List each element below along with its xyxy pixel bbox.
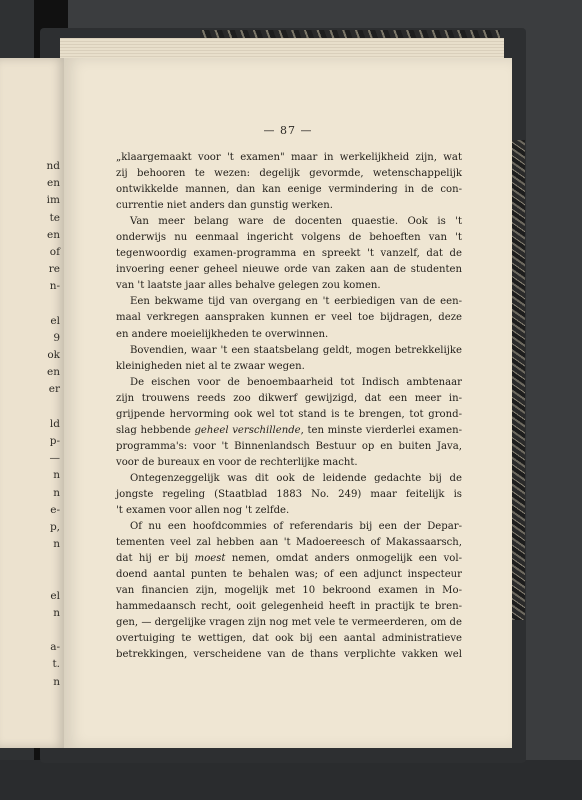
text-line: zij behooren te wezen: degelijk gevormde, wetenschappelijk (116, 168, 462, 180)
left-page-fragment: en (47, 177, 60, 190)
left-page-fragment: n (53, 469, 60, 482)
left-page-fragment: im (46, 194, 60, 207)
left-page-fragment: of (49, 245, 60, 258)
left-page-fragment: en (47, 366, 60, 379)
text-line: onderwijs nu eenmaal ingericht volgens de behoeften van 't (116, 232, 462, 244)
text-line: en andere moeielijkheden te overwinnen. (116, 328, 329, 340)
right-page (64, 58, 512, 748)
left-page-fragment: te (49, 211, 60, 224)
text-line: doend aantal punten te behalen was; of een adjunct inspecteur (116, 569, 462, 581)
text-line: currentie niet anders dan gunstig werken. (116, 200, 333, 212)
left-page-fragment: t. (52, 658, 60, 671)
text-line: tementen veel zal hebben aan 't Madoereesch of Makassaarsch, (116, 537, 462, 549)
left-page-fragment (20, 622, 60, 639)
body-text (116, 150, 462, 664)
left-page-fragment: el (50, 314, 60, 327)
left-page-fragment: er (48, 383, 60, 396)
left-page (0, 58, 66, 748)
text-line: Van meer belang ware de docenten quaestie. Ook is 't (130, 216, 462, 228)
text-line: maal verkregen aanspraken kunnen er veel toe bijdragen, deze (116, 312, 462, 324)
left-page-fragment: ok (47, 349, 60, 362)
left-page-fragment: p, (49, 520, 60, 533)
left-page-text-fragments (20, 158, 60, 691)
left-page-fragment: el (50, 589, 60, 602)
text-line: van financien zijn, mogelijk met 10 bekroond examen in Mo- (116, 585, 462, 597)
page-number: — 87 — (263, 124, 313, 137)
text-line: 't examen voor allen nog 't zelfde. (116, 505, 290, 517)
text-line: grijpende hervorming ook wel tot stand is te brengen, tot grond- (116, 408, 462, 420)
left-page-fragment (20, 571, 60, 588)
left-page-fragment: a- (50, 641, 60, 654)
left-page-fragment: n (53, 675, 60, 688)
left-page-fragment: p- (49, 435, 60, 447)
text-line: overtuiging te wettigen, dat ook bij een aantal administratieve (116, 633, 462, 645)
left-page-fragment: n (53, 606, 60, 619)
text-line: Bovendien, waar 't een staatsbelang geldt, mogen betrekkelijke (130, 344, 462, 356)
left-page-fragment: nd (46, 160, 60, 172)
left-page-fragment: en (47, 228, 60, 241)
text-line: De eischen voor de benoembaarheid tot Indisch ambtenaar (130, 376, 462, 388)
text-line: hammedaansch recht, ooit gelegenheid heeft in practijk te bren- (116, 601, 462, 613)
text-line: „klaargemaakt voor 't examen" maar in werkelijkheid zijn, wat (116, 152, 462, 163)
text-line: programma's: voor 't Binnenlandsch Bestuur op en buiten Java, (116, 440, 462, 452)
text-line: Een bekwame tijd van overgang en 't eerbiedigen van de een- (130, 296, 462, 308)
left-page-fragment (20, 399, 60, 416)
left-page-fragment: — (49, 452, 60, 465)
text-line: voor de bureaux en voor de rechterlijke macht. (116, 456, 358, 468)
text-line: ontwikkelde mannen, dan kan eenige vermindering in de con- (116, 184, 462, 196)
text-line: gen, — dergelijke vragen zijn nog met vele te vermeerderen, om de (116, 617, 462, 629)
text-line: betrekkingen, verscheidene van de thans verplichte vakken wel (116, 649, 462, 661)
text-line: Of nu een hoofdcommies of referendaris bij een der Depar- (130, 521, 462, 533)
text-line: dat hij er bij moest nemen, omdat anders onmogelijk een vol- (116, 553, 462, 565)
left-page-fragment: re (48, 263, 60, 276)
text-line: invoering eener geheel nieuwe orde van zaken aan de studenten (116, 264, 462, 276)
background-bottom (0, 760, 582, 800)
left-page-fragment: e- (50, 503, 60, 516)
text-line: jongste regeling (Staatblad 1883 No. 249) maar feitelijk is (116, 488, 462, 500)
text-line: van 't laatste jaar alles behalve gelegen zou komen. (116, 280, 381, 292)
left-page-fragment (20, 296, 60, 313)
text-line: tegenwoordig examen-programma en spreekt 't vanzelf, dat de (116, 248, 462, 260)
left-page-fragment: ld (49, 417, 60, 430)
text-line: kleinigheden niet al te zwaar wegen. (116, 360, 305, 372)
text-line: Ontegenzeggelijk was dit ook de leidende gedachte bij de (130, 472, 462, 484)
left-page-fragment: n (53, 538, 60, 551)
text-line: zijn trouwens reeds zoo dikwerf gewijzigd, dat een meer in- (116, 392, 462, 404)
text-line: slag hebbende geheel verschillende, ten minste vierderlei examen- (116, 424, 462, 436)
left-page-fragment: n- (49, 280, 60, 293)
left-page-fragment: 9 (53, 331, 60, 344)
left-page-fragment: n (53, 486, 60, 499)
left-page-fragment (20, 553, 60, 570)
